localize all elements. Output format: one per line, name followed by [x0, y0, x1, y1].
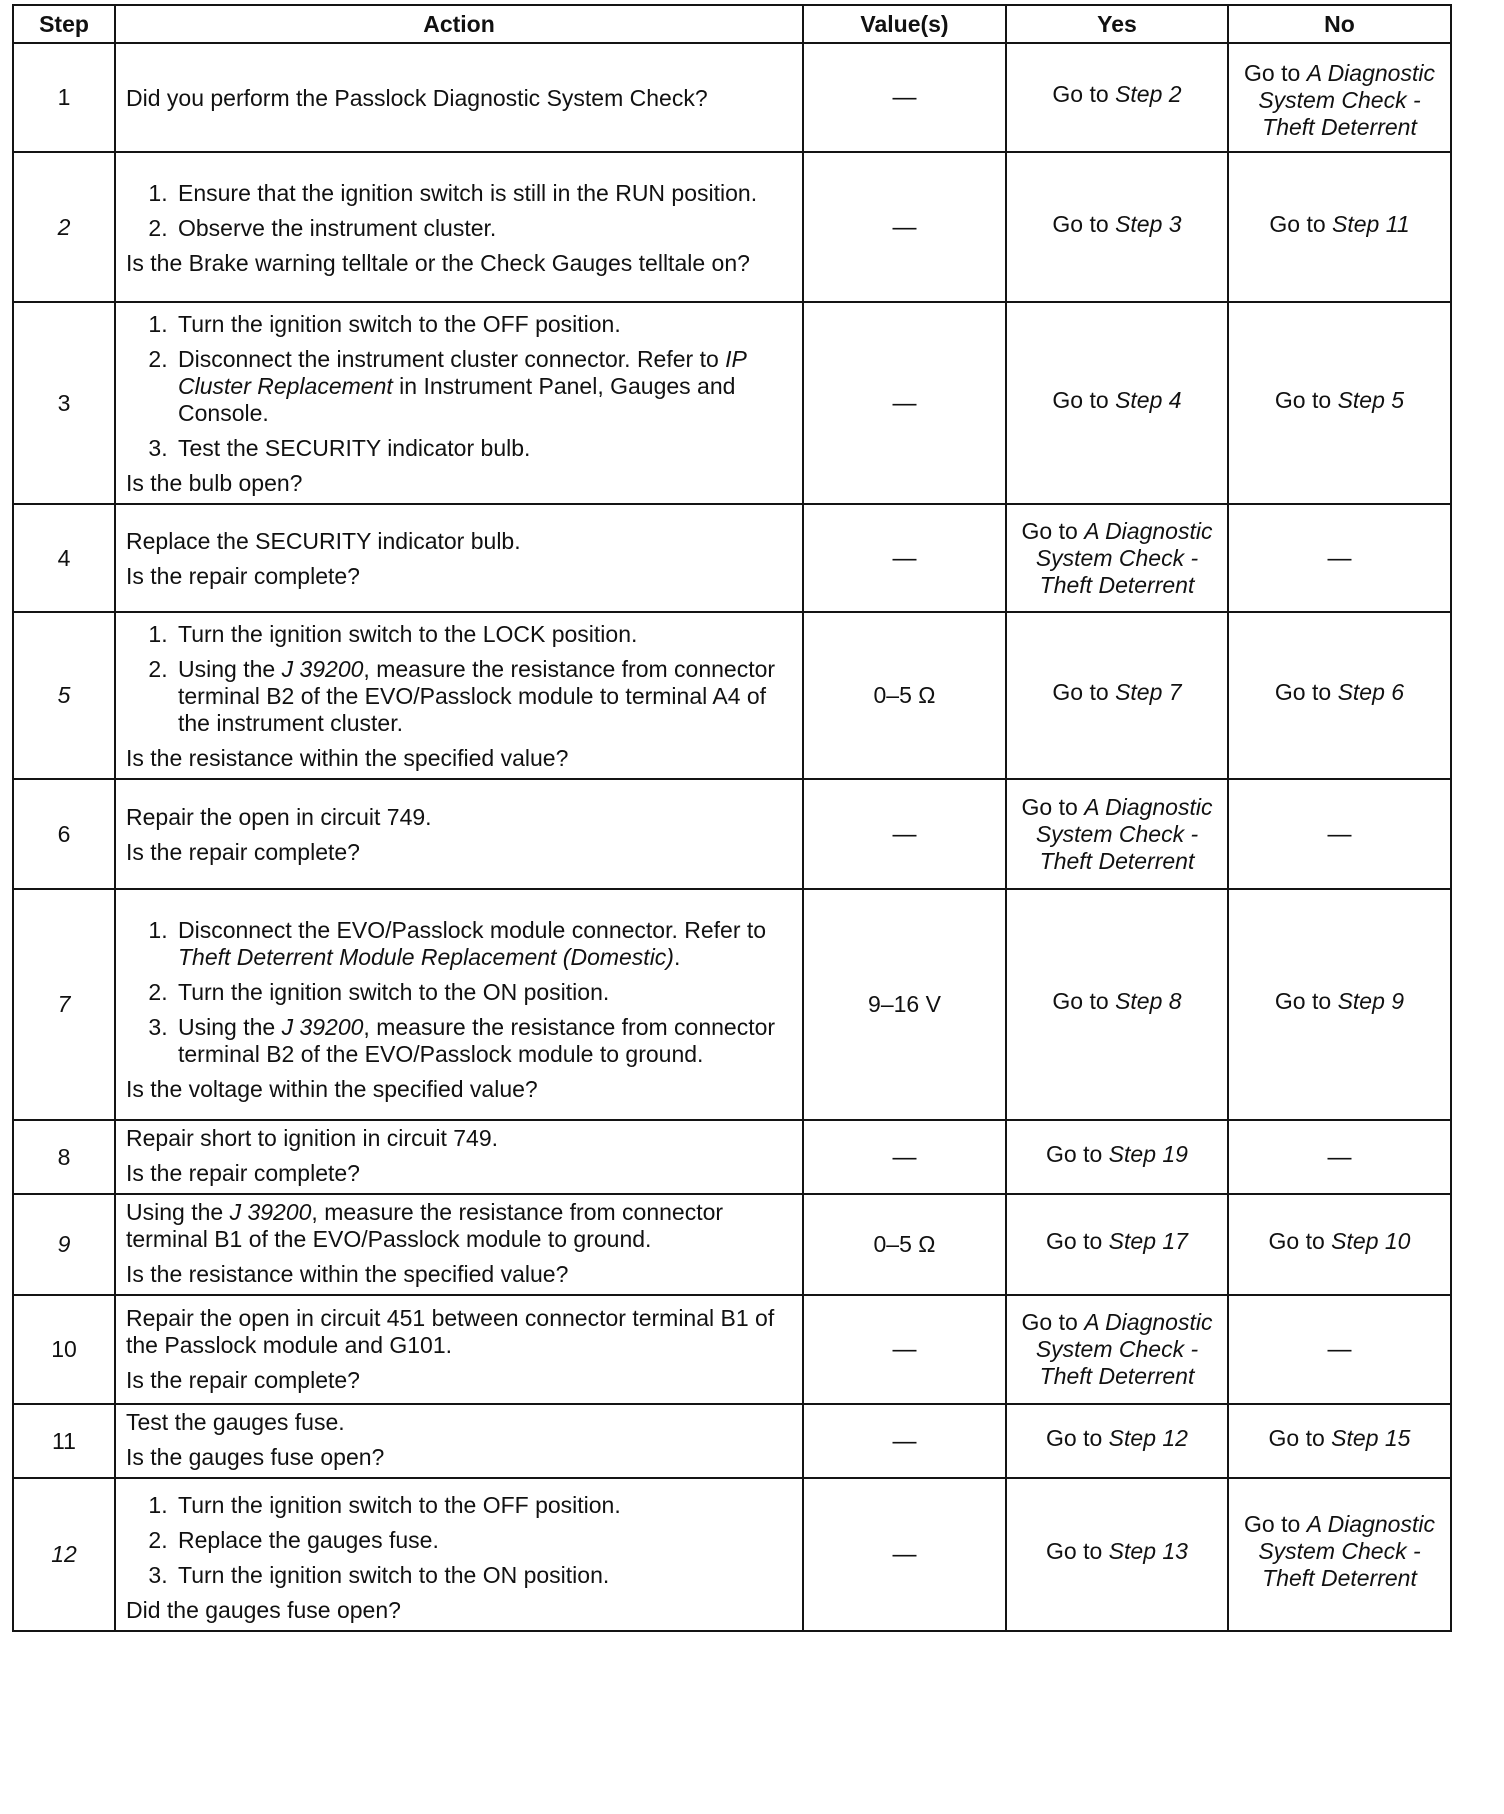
goto-prefix: Go to [1268, 1424, 1332, 1451]
header-yes: Yes [1006, 5, 1228, 43]
no-cell [1228, 1194, 1451, 1295]
no-link[interactable]: Step 9 [1337, 988, 1405, 1014]
action-substeps [126, 917, 792, 1068]
value-cell: — [803, 152, 1006, 302]
substep-text: , measure the resistance from connector terminal B2 of the EVO/Passlock module to terminal A4 of the instrument cluster. [178, 656, 776, 736]
tool-reference[interactable]: J 39200 [229, 1199, 312, 1225]
step-row-1 [13, 43, 1451, 152]
yes-cell [1006, 152, 1228, 302]
no-cell: — [1228, 1295, 1451, 1404]
yes-cell [1006, 1295, 1228, 1404]
action-text: Repair the open in circuit 749. [126, 804, 432, 830]
no-link[interactable]: Step 5 [1337, 386, 1405, 413]
action-cell [115, 889, 803, 1120]
yes-link[interactable]: A Diagnostic System Check - Theft Deterrent [1035, 1309, 1213, 1389]
action-cell [115, 1194, 803, 1295]
header-values: Value(s) [803, 5, 1006, 43]
action-substeps [126, 1492, 792, 1589]
action-cell [115, 1120, 803, 1194]
no-cell: — [1228, 504, 1451, 612]
no-cell: — [1228, 1120, 1451, 1194]
value-cell: — [803, 1478, 1006, 1631]
yes-link[interactable]: Step 12 [1108, 1424, 1188, 1451]
no-link[interactable]: A Diagnostic System Check - Theft Deterrent [1258, 1511, 1435, 1591]
substep: 2. Turn the ignition switch to the ON position. [174, 979, 792, 1006]
yes-cell [1006, 302, 1228, 504]
no-cell [1228, 152, 1451, 302]
step-number: 1 [13, 43, 115, 152]
value-cell: — [803, 779, 1006, 889]
goto-prefix: Go to [1244, 60, 1307, 86]
step-row-2 [13, 152, 1451, 302]
goto-prefix: Go to [1052, 988, 1116, 1014]
action-substeps [126, 311, 792, 462]
substep-text: Using the [178, 1013, 282, 1040]
step-row-7 [13, 889, 1451, 1120]
step-row-3 [13, 302, 1451, 504]
step-row-6 [13, 779, 1451, 889]
action-question: Is the repair complete? [126, 1160, 360, 1186]
goto-prefix: Go to [1274, 988, 1338, 1014]
substep: 1. Turn the ignition switch to the OFF position. [174, 1492, 792, 1519]
yes-link[interactable]: Step 4 [1115, 386, 1182, 413]
goto-prefix: Go to [1021, 793, 1085, 820]
action-cell [115, 43, 803, 152]
action-cell [115, 504, 803, 612]
yes-cell [1006, 1404, 1228, 1478]
goto-prefix: Go to [1021, 517, 1085, 544]
goto-prefix: Go to [1046, 1140, 1109, 1167]
reference-link[interactable]: Theft Deterrent Module Replacement (Domestic) [178, 943, 674, 970]
action-substeps [126, 180, 792, 242]
goto-prefix: Go to [1046, 1538, 1109, 1564]
action-question: Is the repair complete? [126, 1367, 360, 1393]
action-cell [115, 612, 803, 779]
goto-prefix: Go to [1046, 1424, 1109, 1451]
yes-link[interactable]: A Diagnostic System Check - Theft Deterrent [1035, 793, 1213, 874]
step-number: 9 [13, 1194, 115, 1295]
value-cell: 0–5 Ω [803, 612, 1006, 779]
step-row-12 [13, 1478, 1451, 1631]
action-question: Is the resistance within the specified value? [126, 745, 569, 771]
no-link[interactable]: Step 10 [1331, 1228, 1411, 1254]
goto-prefix: Go to [1274, 679, 1338, 705]
action-text-part: Using the [126, 1199, 230, 1225]
yes-link[interactable]: A Diagnostic System Check - Theft Deterrent [1035, 517, 1213, 598]
no-link[interactable]: Step 11 [1332, 210, 1410, 237]
no-cell [1228, 1478, 1451, 1631]
header-step: Step [13, 5, 115, 43]
step-number: 4 [13, 504, 115, 612]
value-cell: — [803, 302, 1006, 504]
no-link[interactable]: A Diagnostic System Check - Theft Deterrent [1258, 60, 1435, 140]
reference-link[interactable]: IP Cluster Replacement [178, 346, 747, 399]
substep-text: Disconnect the EVO/Passlock module connector. Refer to [178, 916, 767, 943]
no-cell [1228, 1404, 1451, 1478]
substep-text: Using the [178, 656, 282, 682]
action-cell [115, 302, 803, 504]
goto-prefix: Go to [1244, 1511, 1307, 1537]
goto-prefix: Go to [1021, 1309, 1085, 1335]
yes-cell [1006, 43, 1228, 152]
no-link[interactable]: Step 15 [1331, 1424, 1411, 1451]
action-substeps [126, 621, 792, 737]
step-number: 7 [13, 889, 115, 1120]
action-question: Is the repair complete? [126, 839, 360, 865]
value-cell: — [803, 1295, 1006, 1404]
action-cell [115, 1478, 803, 1631]
diagnostic-table [12, 4, 1452, 1632]
header-no: No [1228, 5, 1451, 43]
action-question: Is the repair complete? [126, 563, 360, 589]
value-cell: — [803, 1120, 1006, 1194]
substep: 1. Ensure that the ignition switch is still in the RUN position. [174, 180, 792, 207]
value-cell: — [803, 504, 1006, 612]
substep: 2. Replace the gauges fuse. [174, 1527, 792, 1554]
no-cell [1228, 612, 1451, 779]
action-text: Replace the SECURITY indicator bulb. [126, 528, 521, 554]
substep-text: , measure the resistance from connector terminal B2 of the EVO/Passlock module to ground. [178, 1013, 776, 1067]
step-row-9 [13, 1194, 1451, 1295]
action-cell [115, 779, 803, 889]
step-row-5 [13, 612, 1451, 779]
tool-reference[interactable]: J 39200 [281, 656, 364, 682]
action-question: Is the bulb open? [126, 470, 303, 496]
yes-cell [1006, 1120, 1228, 1194]
action-text-part: , measure the resistance from connector terminal B1 of the EVO/Passlock module to ground. [126, 1199, 724, 1252]
action-question: Is the gauges fuse open? [126, 1444, 385, 1470]
step-number: 12 [13, 1478, 115, 1631]
yes-link[interactable]: Step 8 [1115, 988, 1182, 1014]
goto-prefix: Go to [1052, 386, 1116, 413]
no-link[interactable]: Step 6 [1337, 679, 1405, 705]
step-number: 5 [13, 612, 115, 779]
goto-prefix: Go to [1268, 1228, 1332, 1254]
goto-prefix: Go to [1052, 81, 1116, 107]
action-text: Repair the open in circuit 451 between connector terminal B1 of the Passlock module and G101. [126, 1305, 775, 1358]
substep: 2. Observe the instrument cluster. [174, 215, 792, 242]
substep: 1. Turn the ignition switch to the LOCK position. [174, 621, 792, 648]
substep [174, 917, 792, 971]
action-text: Repair short to ignition in circuit 749. [126, 1125, 499, 1151]
action-cell [115, 152, 803, 302]
yes-link[interactable]: Step 2 [1115, 81, 1182, 107]
yes-cell [1006, 889, 1228, 1120]
header-action: Action [115, 5, 803, 43]
diagnostic-document [12, 4, 1450, 1632]
goto-prefix: Go to [1274, 386, 1338, 413]
yes-link[interactable]: Step 19 [1108, 1140, 1188, 1167]
step-row-11 [13, 1404, 1451, 1478]
step-number: 2 [13, 152, 115, 302]
step-number: 11 [13, 1404, 115, 1478]
substep: 1. Turn the ignition switch to the OFF position. [174, 311, 792, 338]
tool-reference[interactable]: J 39200 [281, 1013, 364, 1040]
yes-cell [1006, 612, 1228, 779]
substep [174, 656, 792, 737]
substep [174, 346, 792, 427]
no-cell [1228, 43, 1451, 152]
yes-cell [1006, 1478, 1228, 1631]
action-question: Is the voltage within the specified value? [126, 1075, 538, 1102]
action-question: Is the resistance within the specified value? [126, 1261, 569, 1287]
step-number: 10 [13, 1295, 115, 1404]
step-row-4 [13, 504, 1451, 612]
goto-prefix: Go to [1269, 210, 1333, 237]
value-cell: — [803, 1404, 1006, 1478]
step-row-8 [13, 1120, 1451, 1194]
substep: 3. Test the SECURITY indicator bulb. [174, 435, 792, 462]
action-cell [115, 1295, 803, 1404]
value-cell: 9–16 V [803, 889, 1006, 1120]
yes-cell [1006, 779, 1228, 889]
action-text: Did you perform the Passlock Diagnostic System Check? [126, 85, 708, 111]
substep-text: Disconnect the instrument cluster connector. Refer to [178, 346, 726, 372]
no-cell [1228, 889, 1451, 1120]
goto-prefix: Go to [1052, 210, 1116, 237]
action-cell [115, 1404, 803, 1478]
action-text: Test the gauges fuse. [126, 1409, 345, 1435]
yes-cell [1006, 504, 1228, 612]
yes-link[interactable]: Step 13 [1108, 1538, 1188, 1564]
header-row [13, 5, 1451, 43]
goto-prefix: Go to [1052, 679, 1116, 705]
substep-text: in Instrument Panel, Gauges and Console. [178, 373, 736, 426]
substep [174, 1014, 792, 1068]
substep-text: . [673, 943, 681, 970]
step-number: 6 [13, 779, 115, 889]
yes-link[interactable]: Step 17 [1108, 1228, 1188, 1254]
step-number: 8 [13, 1120, 115, 1194]
action-text [126, 1199, 792, 1253]
no-cell [1228, 302, 1451, 504]
action-question: Did the gauges fuse open? [126, 1596, 401, 1623]
yes-link[interactable]: Step 7 [1115, 679, 1182, 705]
yes-cell [1006, 1194, 1228, 1295]
value-cell: — [803, 43, 1006, 152]
substep: 3. Turn the ignition switch to the ON position. [174, 1562, 792, 1589]
yes-link[interactable]: Step 3 [1115, 210, 1182, 237]
value-cell: 0–5 Ω [803, 1194, 1006, 1295]
action-question: Is the Brake warning telltale or the Check Gauges telltale on? [126, 249, 750, 276]
no-cell: — [1228, 779, 1451, 889]
step-row-10 [13, 1295, 1451, 1404]
goto-prefix: Go to [1046, 1228, 1109, 1254]
step-number: 3 [13, 302, 115, 504]
